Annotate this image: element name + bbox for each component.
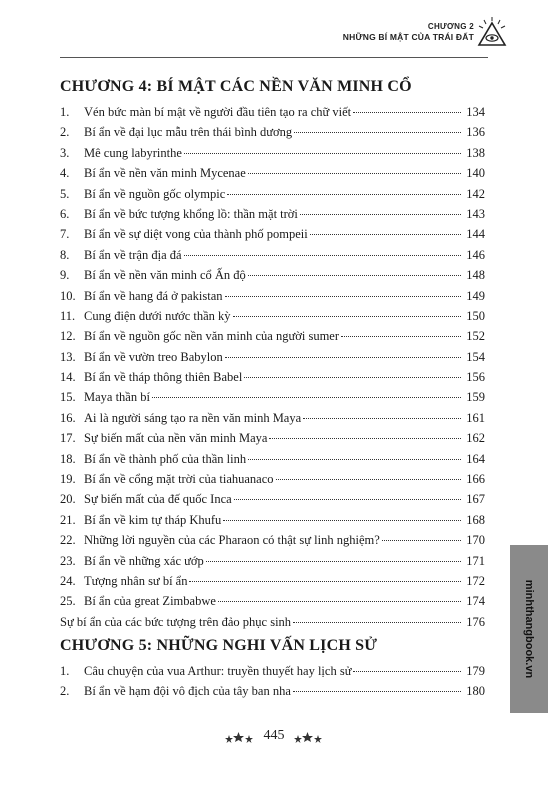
toc-entry-title: Bí ẩn về trận địa đá [84,247,182,262]
toc-entry-page: 146 [466,247,485,262]
toc-entry-page: 180 [466,684,485,699]
running-header [343,22,474,42]
toc-entry-number: 4. [60,166,70,181]
toc-entry-page: 150 [466,308,485,323]
toc-entry [60,102,485,122]
toc-list [60,102,485,632]
toc-entry-page: 149 [466,288,485,303]
dot-leader [184,153,461,154]
toc-entry-page: 174 [466,594,485,609]
toc-entry-number: 1. [60,105,70,119]
toc-entry-title: Sự biến mất của nền văn minh Maya [84,431,268,446]
toc-entry [60,681,485,701]
toc-entry-number: 8. [60,247,70,262]
dot-leader [184,255,461,256]
toc-entry-page: 144 [466,227,485,242]
toc-entry-page: 136 [466,125,485,140]
dot-leader [206,561,461,562]
toc-entry [60,510,485,530]
dot-leader [293,622,461,623]
toc-entry-number: 5. [60,186,70,201]
toc-entry-number: 21. [60,512,76,527]
chapter-title: CHƯƠNG 4: BÍ MẬT CÁC NỀN VĂN MINH CỔ [60,78,412,95]
toc-entry [60,306,485,326]
dot-leader [225,296,461,297]
toc-entry-title: Bí ẩn về nguồn gốc nền văn minh của người sumer [84,329,339,344]
toc-entry-number: 17. [60,431,76,446]
toc-entry [60,347,485,367]
toc-entry [60,530,485,550]
toc-entry-page: 167 [466,492,485,507]
dot-leader [341,336,461,337]
toc-entry-title: Bí ẩn về vườn treo Babylon [84,349,223,364]
toc-entry [60,449,485,469]
toc-entry [60,612,485,632]
toc-entry-title: Bí ẩn về thành phố của thần linh [84,451,247,466]
toc-entry [60,591,485,611]
chapter-5-section [60,637,485,702]
toc-entry-title: Sự biến mất của đế quốc Inca [84,492,232,507]
toc-entry-page: 148 [466,268,485,283]
toc-entry-page: 140 [466,166,485,181]
toc-entry [60,122,485,142]
toc-entry-number: 10. [60,288,76,303]
toc-entry-number: 1. [60,664,70,678]
toc-entry [60,489,485,509]
toc-entry-number: 3. [60,145,70,160]
toc-entry-title: Bí ẩn về những xác ướp [84,553,204,568]
toc-entry-page: 154 [466,349,485,364]
toc-entry-number: 9. [60,268,70,283]
dot-leader [227,194,461,195]
toc-entry-number: 23. [60,553,76,568]
eye-triangle-icon [476,16,508,48]
toc-entry [60,286,485,306]
toc-entry-number: 18. [60,451,76,466]
toc-entry [60,428,485,448]
toc-entry [60,551,485,571]
header-chapter-label: CHƯƠNG 2 [427,22,474,31]
toc-entry-title: Vén bức màn bí mật về người đầu tiên tạo ra chữ viết [84,105,352,119]
chapter-title: CHƯƠNG 5: NHỮNG NGHI VẤN LỊCH SỬ [60,637,378,654]
dot-leader [310,234,461,235]
dot-leader [244,377,461,378]
dot-leader [294,132,461,133]
dot-leader [353,671,461,672]
toc-entry [60,367,485,387]
toc-entry-number: 6. [60,206,70,221]
toc-entry-title: Bí ẩn về cổng mặt trời của tiahuanaco [84,472,274,487]
toc-entry [60,204,485,224]
toc-entry-number: 7. [60,227,70,242]
toc-entry-number: 19. [60,472,76,487]
toc-entry-number: 12. [60,329,76,344]
dot-leader [382,540,461,541]
toc-entry-title: Bí ẩn về đại lục mẫu trên thái bình dương [84,125,293,140]
star-ornament-icon [293,728,325,744]
dot-leader [234,499,461,500]
toc-entry-number: 16. [60,410,76,425]
toc-entry [60,143,485,163]
toc-entry-title: Bí ẩn về nguồn gốc olympic [84,186,226,201]
toc-entry-title: Câu chuyện của vua Arthur: truyền thuyết hay lịch sử [84,664,352,678]
dot-leader [233,316,461,317]
toc-entry-page: 152 [466,329,485,344]
toc-entry-page: 143 [466,206,485,221]
toc-entry-page: 168 [466,512,485,527]
dot-leader [269,438,461,439]
page-footer [0,724,548,748]
toc-entry [60,469,485,489]
dot-leader [303,418,461,419]
side-tab-text: minhthangbook.vn [523,579,535,679]
toc-entry-page: 162 [466,431,485,446]
toc-entry-title: Những lời nguyền của các Pharaon có thật sự linh nghiệm? [84,533,380,548]
dot-leader [189,581,461,582]
toc-entry-title: Maya thần bí [84,390,150,405]
toc-entry-title: Bí ẩn về hang đá ở pakistan [84,288,223,303]
toc-entry-number: 20. [60,492,76,507]
toc-entry-page: 179 [466,664,485,678]
toc-entry-page: 164 [466,451,485,466]
page-number: 445 [263,728,285,743]
toc-entry-page: 172 [466,573,485,588]
toc-entry [60,326,485,346]
dot-leader [353,112,461,113]
toc-entry [60,224,485,244]
toc-entry-title: Mê cung labyrinthe [84,145,182,160]
toc-entry-title: Cung điện dưới nước thần kỳ [84,308,231,323]
toc-entry [60,265,485,285]
toc-entry-page: 156 [466,370,485,385]
toc-entry-page: 161 [466,410,485,425]
toc-entry [60,408,485,428]
toc-entry-title: Sự bí ẩn của các bức tượng trên đảo phục sinh [60,614,292,629]
toc-entry-title: Bí ẩn về sự diệt vong của thành phố pompeii [84,227,308,242]
star-ornament-icon [224,728,256,744]
toc-entry [60,571,485,591]
toc-entry-title: Bí ẩn về tháp thông thiên Babel [84,370,243,385]
toc-entry [60,387,485,407]
dot-leader [218,601,461,602]
dot-leader [225,357,461,358]
toc-entry-number: 13. [60,349,76,364]
dot-leader [248,459,461,460]
toc-list [60,661,485,702]
toc-entry [60,245,485,265]
header-chapter-subtitle: NHỮNG BÍ MẬT CỦA TRÁI ĐẤT [342,32,474,42]
toc-entry-page: 166 [466,472,485,487]
toc-entry-title: Tượng nhân sư bí ẩn [84,573,188,588]
header-rule [60,57,488,58]
toc-entry [60,661,485,681]
dot-leader [300,214,461,215]
toc-entry-title: Ai là người sáng tạo ra nền văn minh Maya [84,410,302,425]
toc-entry-page: 134 [466,105,485,119]
toc-entry-title: Bí ẩn về nền văn minh cổ Ấn độ [84,268,246,283]
toc-entry-title: Bí ẩn về bức tượng khổng lồ: thần mặt trời [84,206,298,221]
toc-entry-number: 2. [60,684,70,699]
toc-entry-title: Bí ẩn về hạm đội vô địch của tây ban nha [84,684,291,699]
toc-entry-number: 22. [60,533,76,548]
toc-entry-title: Bí ẩn về nền văn minh Mycenae [84,166,246,181]
toc-entry-title: Bí ẩn về kim tự tháp Khufu [84,512,222,527]
toc-entry-number: 14. [60,370,76,385]
toc-entry-number: 15. [60,390,76,405]
toc-entry-page: 176 [466,614,485,629]
dot-leader [248,173,461,174]
toc-entry [60,184,485,204]
dot-leader [223,520,461,521]
dot-leader [248,275,461,276]
dot-leader [152,397,461,398]
toc-entry-page: 170 [466,533,485,548]
toc-entry-page: 142 [466,186,485,201]
toc-entry-number: 2. [60,125,70,140]
toc-entry-number: 25. [60,594,76,609]
toc-entry [60,163,485,183]
toc-entry-title: Bí ẩn của great Zimbabwe [84,594,216,609]
toc-entry-page: 138 [466,145,485,160]
side-tab [510,545,548,713]
toc-entry-page: 159 [466,390,485,405]
dot-leader [293,691,461,692]
toc-entry-page: 171 [466,553,485,568]
dot-leader [276,479,461,480]
toc-entry-number: 24. [60,573,76,588]
chapter-4-section [60,78,485,632]
toc-entry-number: 11. [60,308,76,323]
